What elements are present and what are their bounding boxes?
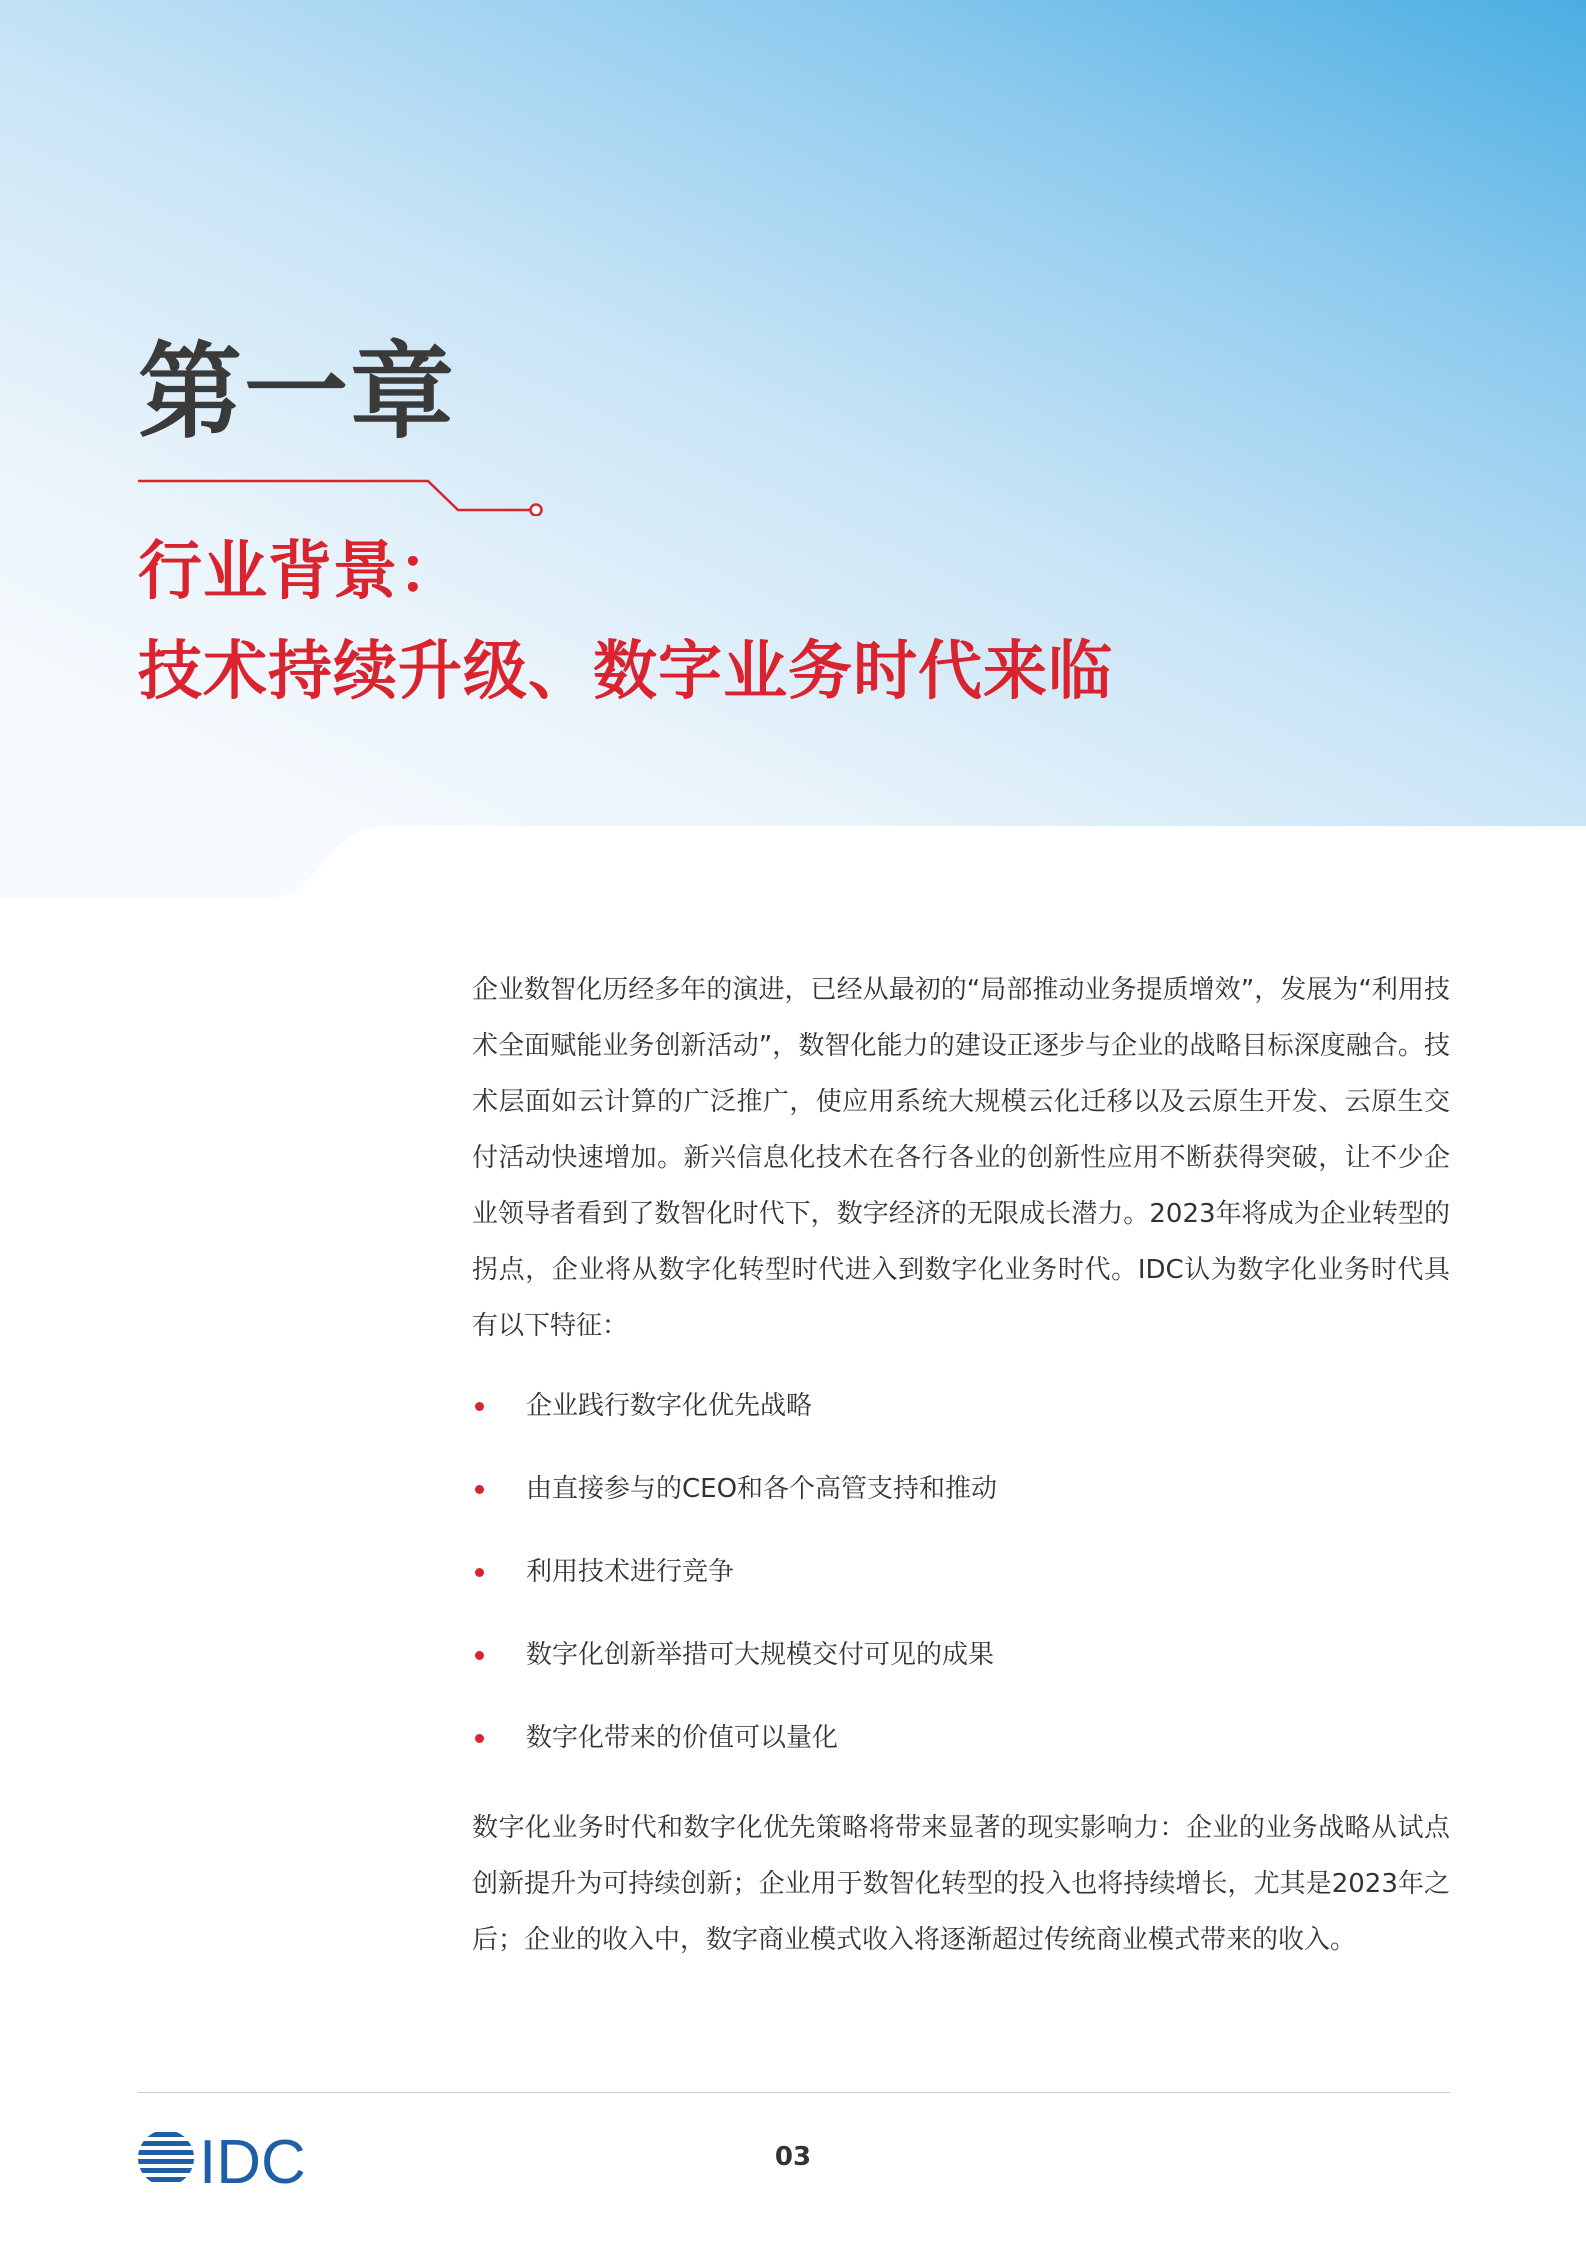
section-heading-line1: 行业背景： <box>138 535 463 609</box>
idc-logo <box>136 2126 336 2196</box>
footer-divider <box>138 2092 1450 2093</box>
bullet-dot-icon <box>475 1568 484 1577</box>
bullet-dot-icon <box>475 1651 484 1660</box>
bullet-dot-icon <box>475 1402 484 1411</box>
list-item <box>472 1710 997 1793</box>
chapter-label: 第一章 <box>138 331 457 453</box>
list-item <box>472 1461 997 1544</box>
intro-paragraph: 企业数智化历经多年的演进，已经从最初的“局部推动业务提质增效”，发展为“利用技术全面赋能业务创新活动”，数智化能力的建设正逐步与企业的战略目标深度融合。技术层面如云计算的广泛推广，使应用系统大规模云化迁移以及云原生开发、云原生交付活动快速增加。新兴信息化技术在各行各业的创新性应用不断获得突破，让不少企业领导者看到了数智化时代下，数字经济的无限成长潜力。2023年将成为企业转型的拐点，企业将从数字化转型时代进入到数字化业务时代。IDC认为数字化业务时代具有以下特征： <box>472 975 1450 1341</box>
list-item <box>472 1378 997 1461</box>
list-item <box>472 1627 997 1710</box>
feature-list <box>472 1378 997 1793</box>
logo-text: IDC <box>199 2128 306 2196</box>
bullet-dot-icon <box>475 1734 484 1743</box>
list-item-text: 企业践行数字化优先战略 <box>526 1391 813 1421</box>
bullet-dot-icon <box>475 1485 484 1494</box>
section-heading-line2: 技术持续升级、数字业务时代来临 <box>138 635 1113 709</box>
page-number: 03 <box>774 2142 812 2172</box>
globe-icon <box>136 2132 196 2182</box>
list-item-text: 利用技术进行竞争 <box>526 1557 735 1587</box>
closing-paragraph: 数字化业务时代和数字化优先策略将带来显著的现实影响力：企业的业务战略从试点创新提升为可持续创新；企业用于数智化转型的投入也将持续增长，尤其是2023年之后；企业的收入中，数字商业模式收入将逐渐超过传统商业模式带来的收入。 <box>472 1813 1450 1955</box>
list-item-text: 数字化带来的价值可以量化 <box>526 1723 839 1753</box>
list-item-text: 由直接参与的CEO和各个高管支持和推动 <box>526 1474 998 1504</box>
circuit-line-decoration <box>138 470 548 516</box>
list-item <box>472 1544 997 1627</box>
list-item-text: 数字化创新举措可大规模交付可见的成果 <box>526 1640 995 1670</box>
